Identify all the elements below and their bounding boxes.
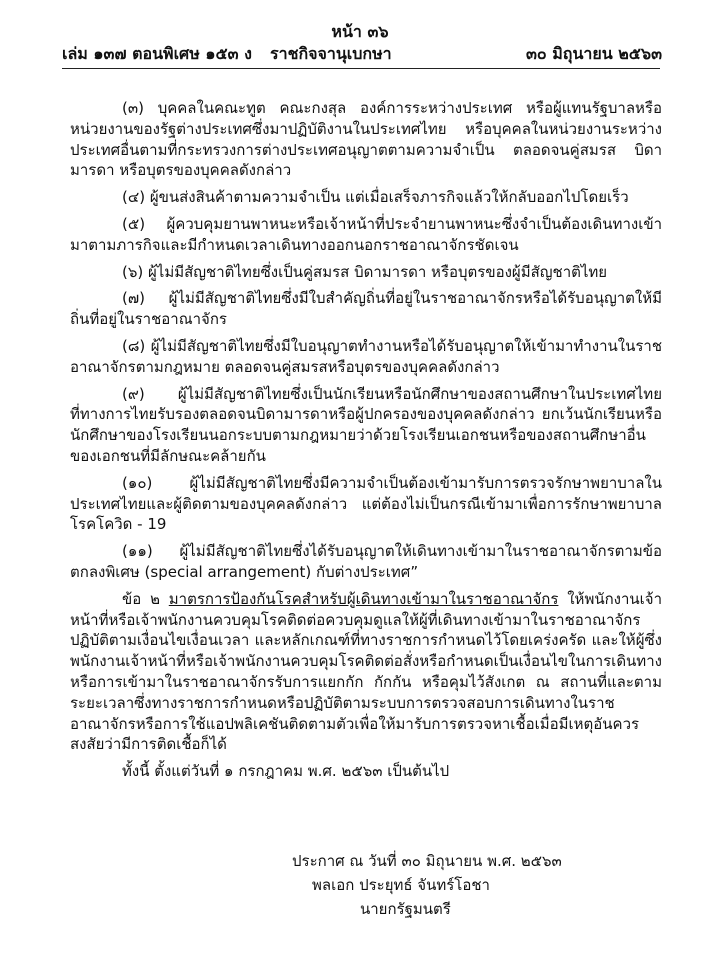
signatory-position: นายกรัฐมนตรี	[360, 900, 451, 918]
clause-2-title: มาตรการป้องกันโรคสำหรับผู้เดินทางเข้ามาในราชอาณาจักร	[168, 589, 559, 608]
item-6: (๖) ผู้ไม่มีสัญชาติไทยซึ่งเป็นคู่สมรส บิดามารดา หรือบุตรของผู้มีสัญชาติไทย	[122, 262, 608, 281]
item-9: (๙) ผู้ไม่มีสัญชาติไทยซึ่งเป็นนักเรียนหรือนักศึกษาของสถานศึกษาในประเทศไทยที่ทางการไทยรับรองตลอดจนบิดามารดาหรือผู้ปกครองของบุคคลดังกล่าว ยกเว้นนักเรียนหรือนักศึกษาของโรงเรียนนอกระบบตามกฎหมายว่าด้วยโรงเรียนเอกชนหรือของสถานศึกษาอื่นของเอกชนที่มีลักษณะคล้ายกัน	[70, 384, 662, 465]
volume-issue: เล่ม ๑๓๗ ตอนพิเศษ ๑๕๓ ง	[62, 44, 252, 63]
page-number: หน้า ๓๖	[331, 22, 389, 41]
item-8: (๘) ผู้ไม่มีสัญชาติไทยซึ่งมีใบอนุญาตทำงานหรือได้รับอนุญาตให้เข้ามาทำงานในราชอาณาจักรตามกฎหมาย ตลอดจนคู่สมรสหรือบุตรของบุคคลดังกล่าว	[70, 336, 662, 376]
item-4: (๔) ผู้ขนส่งสินค้าตามความจำเป็น แต่เมื่อเสร็จภารกิจแล้วให้กลับออกไปโดยเร็ว	[122, 188, 629, 207]
announcement-body	[70, 98, 662, 788]
gazette-header	[62, 42, 662, 66]
effective-date: ทั้งนี้ ตั้งแต่วันที่ ๑ กรกฎาคม พ.ศ. ๒๕๖๓ เป็นต้นไป	[122, 762, 450, 781]
header-divider	[62, 68, 660, 69]
item-7: (๗) ผู้ไม่มีสัญชาติไทยซึ่งมีใบสำคัญถิ่นที่อยู่ในราชอาณาจักรหรือได้รับอนุญาตให้มีถิ่นที่อยู่ในราชอาณาจักร	[70, 289, 662, 329]
item-5: (๕) ผู้ควบคุมยานพาหนะหรือเจ้าหน้าที่ประจำยานพาหนะซึ่งจำเป็นต้องเดินทางเข้ามาตามภารกิจและมีกำหนดเวลาเดินทางออกนอกราชอาณาจักรชัดเจน	[70, 214, 662, 254]
item-3: (๓) บุคคลในคณะทูต คณะกงสุล องค์การระหว่างประเทศ หรือผู้แทนรัฐบาลหรือหน่วยงานของรัฐต่างประเทศซึ่งมาปฏิบัติงานในประเทศไทย หรือบุคคลในหน่วยงานระหว่างประเทศอื่นตามที่กระทรวงการต่างประเทศอนุญาตตามความจำเป็น ตลอดจนคู่สมรส บิดามารดา หรือบุตรของบุคคลดังกล่าว	[70, 99, 662, 180]
clause-2	[70, 589, 662, 755]
clause-2-text: ให้พนักงานเจ้าหน้าที่หรือเจ้าพนักงานควบคุมโรคติดต่อควบคุมดูแลให้ผู้ที่เดินทางเข้ามาในราชอาณาจักรปฏิบัติตามเงื่อนไขเงื่อนเวลา และหลักเกณฑ์ที่ทางราชการกำหนดไว้โดยเคร่งครัด และให้ผู้ซึ่งพนักงานเจ้าหน้าที่หรือเจ้าพนักงานควบคุมโรคติดต่อสั่งหรือกำหนดเป็นเงื่อนไขในการเดินทางหรือการเข้ามาในราชอาณาจักรรับการแยกกัก กักกัน หรือคุมไว้สังเกต ณ สถานที่และตามระยะเวลาซึ่งทางราชการกำหนดหรือปฏิบัติตามระบบการตรวจสอบการเดินทางในราชอาณาจักรหรือการใช้แอปพลิเคชันติดตามตัวเพื่อให้มารับการตรวจหาเชื้อเมื่อมีเหตุอันควรสงสัยว่ามีการติดเชื้อก็ได้	[70, 589, 663, 754]
publication-date: ๓๐ มิถุนายน ๒๕๖๓	[525, 44, 662, 63]
gazette-name: ราชกิจจานุเบกษา	[270, 44, 392, 63]
clause-2-number: ข้อ ๒	[122, 589, 169, 608]
signatory-name: พลเอก ประยุทธ์ จันทร์โอชา	[312, 876, 490, 894]
item-10: (๑๐) ผู้ไม่มีสัญชาติไทยซึ่งมีความจำเป็นต้องเข้ามารับการตรวจรักษาพยาบาลในประเทศไทยและผู้ติดตามของบุคคลดังกล่าว แต่ต้องไม่เป็นกรณีเข้ามาเพื่อการรักษาพยาบาลโรคโควิด - 19	[70, 473, 662, 534]
announcement-date: ประกาศ ณ วันที่ ๓๐ มิถุนายน พ.ศ. ๒๕๖๓	[292, 852, 562, 870]
item-11: (๑๑) ผู้ไม่มีสัญชาติไทยซึ่งได้รับอนุญาตให้เดินทางเข้ามาในราชอาณาจักรตามข้อตกลงพิเศษ (special arrangement) กับต่างประเทศ”	[70, 542, 662, 581]
